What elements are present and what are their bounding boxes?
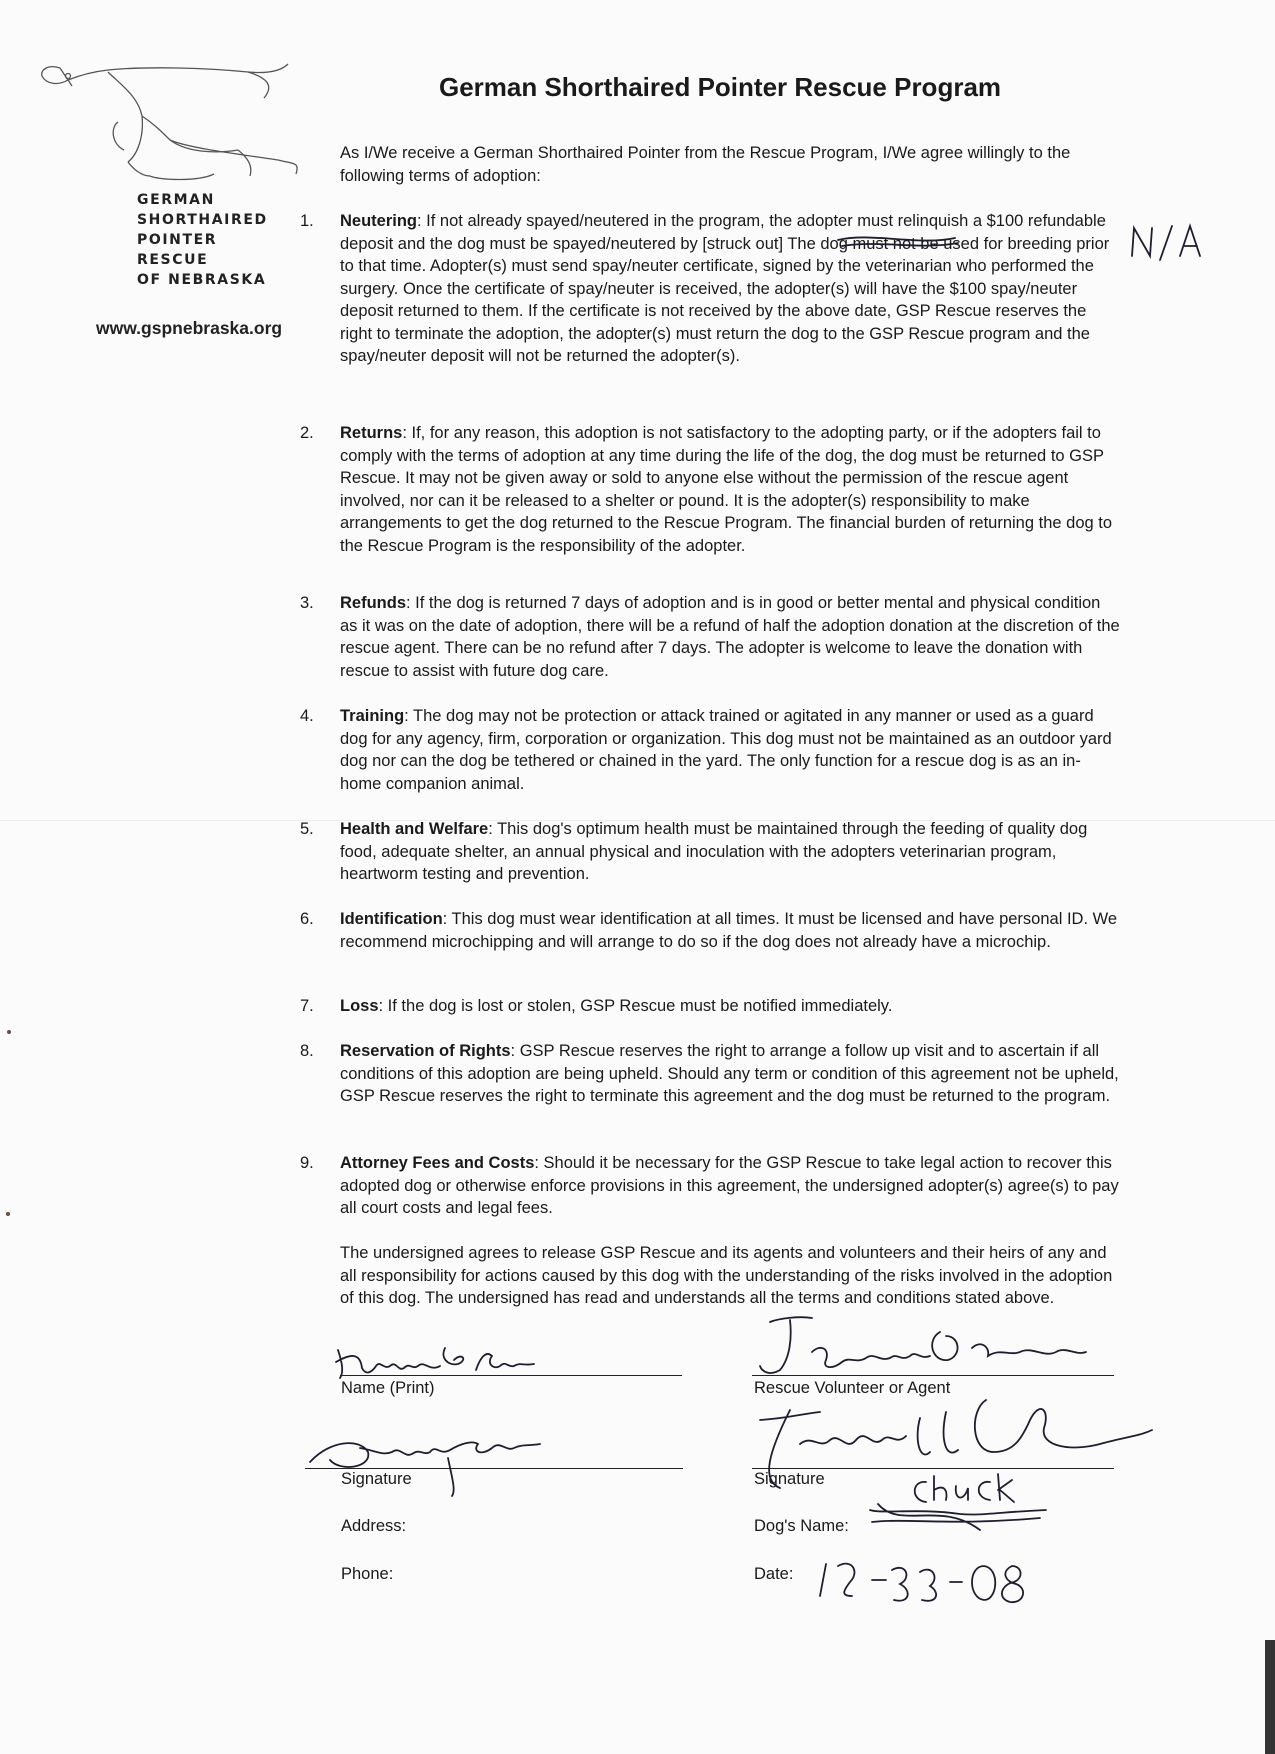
term-body: : The dog may not be protection or attack trained or agitated in any manner or used as a guard dog for any agency, firm, corporation or organization. This dog must not be maintained as an outdoor yard dog nor can the dog be tethered or chained in the yard. The only function for a rescue dog is as an in-home companion animal. (340, 707, 1112, 793)
agent-name-handwriting (760, 1317, 1086, 1373)
term-number: 4. (300, 707, 314, 725)
paper-speck (6, 1212, 10, 1216)
name-print-label: Name (Print) (341, 1379, 435, 1397)
agent-signature-handwriting (760, 1400, 1152, 1488)
dog-name-label: Dog's Name: (754, 1517, 849, 1535)
phone-label: Phone: (341, 1565, 394, 1583)
signature-label: Signature (341, 1470, 412, 1488)
term-number: 6. (300, 910, 314, 928)
term-number: 9. (300, 1154, 314, 1172)
intro-paragraph: As I/We receive a German Shorthaired Pointer from the Rescue Program, I/We agree willingly to the following terms of adoption: (340, 144, 1071, 185)
org-name-line: GERMAN (137, 192, 215, 208)
term-body: : This dog must wear identification at all times. It must be licensed and have personal ID. We recommend microchipping and will arrange to do so if the dog does not already have a microchip. (340, 910, 1118, 951)
adopter-name-handwriting (336, 1348, 534, 1378)
paper-speck (7, 1030, 11, 1034)
term-label: Training (340, 707, 405, 725)
release-paragraph: The undersigned agrees to release GSP Rescue and its agents and volunteers and their heirs of any and all responsibility for actions caused by this dog with the understanding of the risks involved in the adoption of this dog. The undersigned has read and understands all the terms and conditions stated above. (340, 1244, 1113, 1307)
term-label: Identification (340, 910, 443, 928)
term-body: : If the dog is lost or stolen, GSP Rescue must be notified immediately. (378, 997, 893, 1015)
agent-signature-label: Signature (754, 1470, 825, 1488)
address-label: Address: (341, 1517, 407, 1535)
document-title: German Shorthaired Pointer Rescue Program (438, 72, 1002, 102)
term-body: : GSP Rescue reserves the right to arrange a follow up visit and to ascertain if all conditions of this adoption are being upheld. Should any term or condition of this agreement not be upheld, GSP Rescue reserves the right to terminate this agreement and the dog must be returned to the program. (340, 1042, 1119, 1105)
term-number: 2. (300, 424, 314, 442)
org-name-line: OF NEBRASKA (137, 272, 267, 288)
struck-out-date (838, 237, 958, 246)
term-body: : Should it be necessary for the GSP Rescue to take legal action to recover this adopted dog or otherwise enforce provisions in this agreement, the undersigned adopter(s) agree(s) to pay all court costs and legal fees. (340, 1154, 1119, 1217)
term-number: 7. (300, 997, 314, 1015)
term-label: Reservation of Rights (340, 1042, 511, 1060)
term-label: Loss (340, 997, 379, 1015)
term-body: : If, for any reason, this adoption is not satisfactory to the adopting party, or if the adopters fail to comply with the terms of adoption at any time during the life of the dog, the dog must be returned to GSP Rescue. It may not be given away or sold to anyone else without the permission of the rescue agent involved, nor can it be released to a shelter or pound. It is the adopter(s) responsibility to make arrangements to get the dog returned to the Rescue Program. The financial burden of returning the dog to the Rescue Program is the responsibility of the adopter. (340, 424, 1113, 555)
term-label: Returns (340, 424, 403, 442)
term-body: : If the dog is returned 7 days of adoption and is in good or better mental and physical condition as it was on the date of adoption, there will be a refund of half the adoption donation at the discretion of the rescue agent. There can be no refund after 7 days. The adopter is welcome to leave the donation with rescue to assist with future dog care. (340, 594, 1120, 680)
org-name-line: SHORTHAIRED (137, 212, 268, 228)
adopter-signature-handwriting (310, 1442, 540, 1496)
scan-edge-shadow (1265, 1640, 1275, 1754)
na-handwriting (1132, 226, 1200, 260)
term-number: 8. (300, 1042, 314, 1060)
paper-fold (0, 820, 1275, 821)
term-label: Health and Welfare (340, 820, 489, 838)
term-label: Refunds (340, 594, 406, 612)
date-handwriting (820, 1564, 1023, 1603)
term-label: Attorney Fees and Costs (340, 1154, 535, 1172)
term-number: 3. (300, 594, 314, 612)
term-label: Neutering (340, 212, 418, 230)
dog-name-chuck (915, 1474, 1014, 1502)
term-number: 1. (300, 212, 314, 230)
term-body: : This dog's optimum health must be maintained through the feeding of quality dog food, adequate shelter, an annual physical and inoculation with the adopters veterinarian program, heartworm testing and prevention. (340, 820, 1088, 883)
term-body: : If not already spayed/neutered in the program, the adopter must relinquish a $100 refundable deposit and the dog must be spayed/neutered by [struck out] The dog must not be used for breeding prior to that time. Adopter(s) must send spay/neuter certificate, signed by the veterinarian who performed the surgery. Once the certificate of spay/neuter is received, the adopter(s) will have the $100 spay/neuter deposit returned to them. If the certificate is not received by the above date, GSP Rescue reserves the right to terminate the adoption, the adopter(s) must return the dog to the GSP Rescue program and the spay/neuter deposit will not be returned the adopter(s). (340, 212, 1110, 365)
org-name-line: RESCUE (137, 252, 209, 268)
org-name-line: POINTER (137, 232, 218, 248)
dog-name-handwriting (870, 1504, 1046, 1530)
agent-label: Rescue Volunteer or Agent (754, 1379, 951, 1397)
date-label: Date: (754, 1565, 794, 1583)
term-number: 5. (300, 820, 314, 838)
website-url: www.gspnebraska.org (96, 318, 283, 338)
